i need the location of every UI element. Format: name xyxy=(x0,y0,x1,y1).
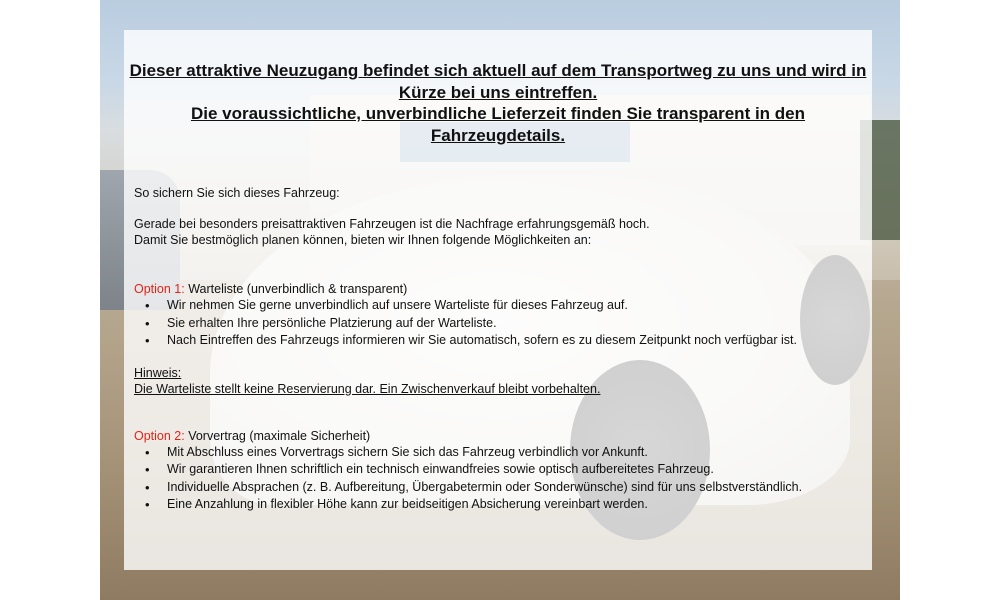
option2-list xyxy=(134,444,854,514)
list-item: • Sie erhalten Ihre persönliche Platzierung auf der Warteliste. xyxy=(166,315,854,333)
option2-label: Option 2: xyxy=(134,428,185,443)
intro-text: Damit Sie bestmöglich planen können, bieten wir Ihnen folgende Möglichkeiten an: xyxy=(134,233,592,247)
option1-title xyxy=(134,281,854,297)
list-item: • Eine Anzahlung in flexibler Höhe kann zur beidseitigen Absicherung vereinbart werden. xyxy=(166,496,854,514)
headline-line: Kürze bei uns eintreffen. xyxy=(398,82,598,102)
option2-title xyxy=(134,428,854,444)
headline-line: Die voraussichtliche, unverbindliche Lieferzeit finden Sie transparent in den xyxy=(190,104,806,123)
list-item: • Wir nehmen Sie gerne unverbindlich auf unsere Warteliste für dieses Fahrzeug auf. xyxy=(166,297,854,315)
list-item: • Wir garantieren Ihnen schriftlich ein technisch einwandfreies sowie optisch aufbereitetes Fahrzeug. xyxy=(166,461,854,479)
intro-text: Gerade bei besonders preisattraktiven Fahrzeugen ist die Nachfrage erfahrungsgemäß hoch. xyxy=(134,217,650,231)
hint-heading: Hinweis: xyxy=(134,365,182,380)
option1-label: Option 1: xyxy=(134,282,185,296)
list-item: • Individuelle Absprachen (z. B. Aufbereitung, Übergabetermin oder Sonderwünsche) sind für uns selbstverständlich. xyxy=(166,479,854,497)
hint-text: Die Warteliste stellt keine Reservierung dar. Ein Zwischenverkauf bleibt vorbehalten. xyxy=(134,381,601,396)
intro-heading: So sichern Sie sich dieses Fahrzeug: xyxy=(134,186,340,200)
option2-title-text: Vorvertrag (maximale Sicherheit) xyxy=(184,428,371,443)
option1-list xyxy=(134,297,854,350)
headline-line: Fahrzeugdetails. xyxy=(430,125,566,145)
option1-title-text: Warteliste (unverbindlich & transparent) xyxy=(184,282,408,296)
list-item: • Nach Eintreffen des Fahrzeugs informieren wir Sie automatisch, sofern es zu diesem Zeitpunkt noch verfügbar ist. xyxy=(166,332,854,350)
list-item: • Mit Abschluss eines Vorvertrags sichern Sie sich das Fahrzeug verbindlich vor Ankunft. xyxy=(166,444,854,462)
headline-line: Dieser attraktive Neuzugang befindet sich aktuell auf dem Transportweg zu uns und wird in xyxy=(129,61,867,80)
notice-body xyxy=(134,185,854,514)
headline xyxy=(124,60,872,146)
